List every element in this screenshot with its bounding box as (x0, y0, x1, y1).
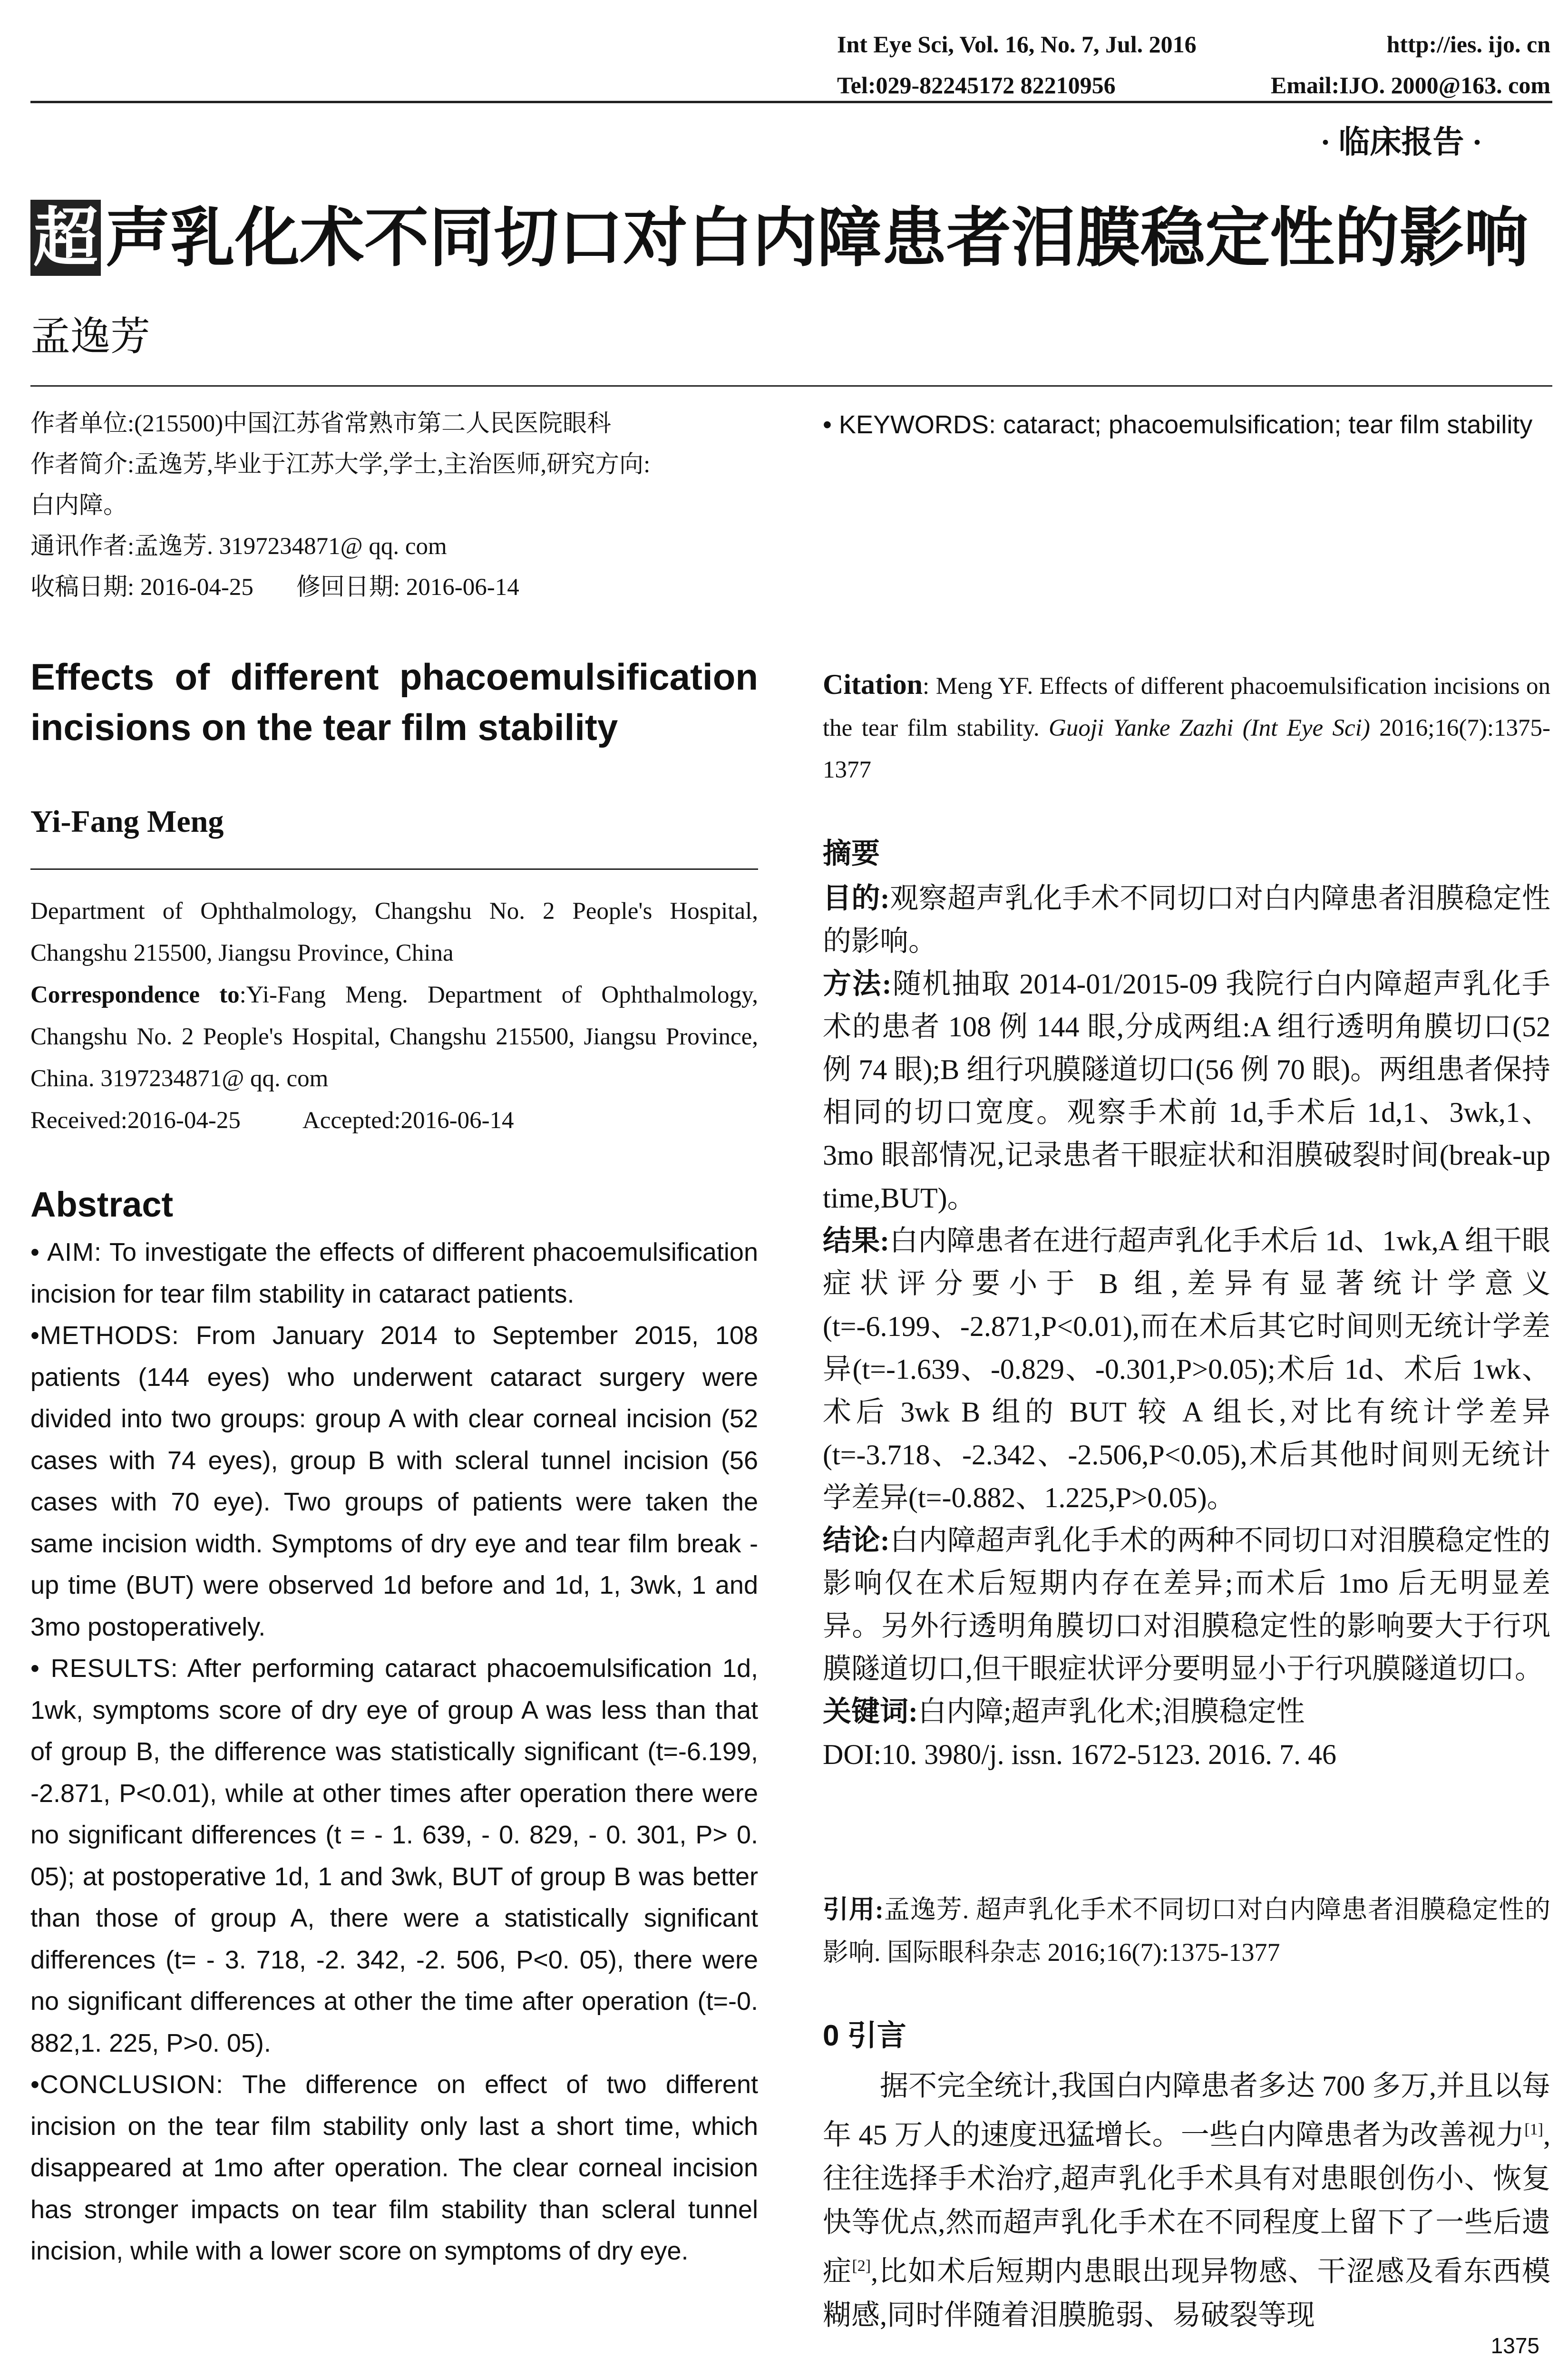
corresponding-author-cn: 通讯作者:孟逸芳. 3197234871@ qq. com (30, 533, 447, 560)
results-text-cn: 白内障患者在进行超声乳化手术后 1d、1wk,A 组干眼症状评分要小于 B 组,差异有显著统计学意义(t=-6.199、-2.871,P<0.01),而在术后其它时间则无统计学差异(t=-1.639、-0.829、-0.301,P>0.05);术后 1d、术后 1wk、术后 3wk B 组的 BUT 较 A 组长,对比有统计学差异(t=-3.718、-2.342、-2.506,P<0.05),术后其他时间则无统计学差异(t=-0.882、1.225,P>0.05)。 (823, 1225, 1550, 1513)
affiliation-cn (30, 403, 758, 608)
correspondence-label: Correspondence to (30, 982, 240, 1008)
aim-label-cn: 目的: (823, 883, 890, 914)
page-title (30, 200, 1529, 276)
page-number: 1375 (1490, 2333, 1539, 2358)
abstract-aim (30, 1232, 758, 1315)
methods-text: From January 2014 to September 2015, 108 patients (144 eyes) who underwent cataract surgery were divided into two groups: group A with clear corneal incision (52 cases with 74 eyes), group B with scleral tunnel incision (56 cases with 70 eye). Two groups of patients were taken the same incision width. Symptoms of dry eye and tear film break - up time (BUT) were observed 1d before and 1d, 1, 3wk, 1 and 3mo postoperatively. (30, 1321, 758, 1641)
methods-text-cn: 随机抽取 2014-01/2015-09 我院行白内障超声乳化手术的患者 108 例 144 眼,分成两组:A 组行透明角膜切口(52 例 74 眼);B 组行巩膜隧道切口(56 例 70 眼)。两组患者保持相同的切口宽度。观察手术前 1d,手术后 1d,1、3wk,1、3mo 眼部情况,记录患者干眼症状和泪膜破裂时间(break-up time,BUT)。 (823, 968, 1550, 1214)
abstract-cn-aim (823, 877, 1550, 963)
citation-text: : Meng YF. Effects of different phacoemulsification incisions on the tear film stability. (823, 673, 1550, 741)
accepted-date-en: Accepted:2016-06-14 (302, 1107, 514, 1134)
revised-date-cn: 修回日期: 2016-06-14 (296, 574, 519, 601)
conclusion-label-cn: 结论: (823, 1525, 890, 1556)
author-unit: 作者单位:(215500)中国江苏省常熟市第二人民医院眼科 (30, 410, 612, 437)
methods-label-cn: 方法: (823, 968, 892, 1000)
reference-1[interactable]: [1] (1524, 2121, 1543, 2138)
author-profile-line2: 白内障。 (30, 492, 128, 519)
journal-tel: Tel:029-82245172 82210956 (837, 72, 1116, 98)
intro-text-1: 据不完全统计,我国白内障患者多达 700 多万,并且以每年 45 万人的速度迅猛增长。一些白内障患者为改善视力 (823, 2070, 1550, 2151)
citation-text-cn: 孟逸芳. 超声乳化手术不同切口对白内障患者泪膜稳定性的影响. 国际眼科杂志 2016;16(7):1375-1377 (823, 1895, 1551, 1967)
citation-label-cn: 引用: (823, 1895, 884, 1924)
abstract-heading: Abstract (30, 1185, 174, 1224)
section-label: · 临床报告 · (1320, 125, 1482, 160)
affiliation-en (30, 890, 758, 1141)
received-date-en: Received:2016-04-25 (30, 1107, 241, 1134)
journal-email[interactable]: Email:IJO. 2000@163. com (1270, 72, 1550, 98)
abstract-conclusion (30, 2064, 758, 2272)
citation-cn (823, 1888, 1550, 1974)
correspondence-text: :Yi-Fang Meng. Department of Ophthalmology, Changshu No. 2 People's Hospital, Changshu 215500, Jiangsu Province, China. 3197234871@ qq. com (30, 982, 758, 1092)
methods-label: •METHODS: (30, 1321, 179, 1350)
journal-citation-line: Int Eye Sci, Vol. 16, No. 7, Jul. 2016 (837, 31, 1197, 58)
correspondence-en (30, 974, 758, 1100)
abstract-cn-methods (823, 963, 1550, 1219)
results-text: After performing cataract phacoemulsification 1d, 1wk, symptoms score of dry eye of group A was less than that of group B, the difference was statistically significant (t=-6.199, -2.871, P<0.01), while at other times after operation there were no significant differences (t = - 1. 639, - 0. 829, - 0. 301, P> 0. 05); at postoperative 1d, 1 and 3wk, BUT of group B was better than those of group A, there were a statistically significant differences (t= - 3. 718, -2. 342, -2. 506, P<0. 05), there were no significant differences at other the time after operation (t=-0. 882,1. 225, P>0. 05). (30, 1654, 759, 2057)
author-profile-line1: 作者简介:孟逸芳,毕业于江苏大学,学士,主治医师,研究方向: (30, 451, 651, 478)
abstract-body (30, 1232, 758, 2272)
intro-text-3: ,比如术后短期内患眼出现异物感、干涩感及看东西模糊感,同时伴随着泪膜脆弱、易破裂等现 (823, 2256, 1551, 2331)
title-first-char: 超 (30, 200, 101, 276)
abstract-continued (823, 404, 1550, 446)
received-date-cn: 收稿日期: 2016-04-25 (30, 574, 253, 601)
intro-heading: 0 引言 (823, 2019, 906, 2052)
citation-journal: Guoji Yanke Zazhi (Int Eye Sci) (1049, 715, 1370, 741)
header-divider (30, 101, 1552, 103)
keywords-text-cn: 白内障;超声乳化术;泪膜稳定性 (917, 1696, 1305, 1727)
english-author-divider (30, 868, 758, 870)
citation-tail: 2016;16(7):1375-1377 (823, 715, 1550, 783)
abstract-cn-keywords (823, 1690, 1550, 1733)
english-author: Yi-Fang Meng (30, 804, 224, 839)
running-head (837, 24, 1550, 106)
intro-text-2: ,往往选择手术治疗,超声乳化手术具有对患眼创伤小、恢复快等优点,然而超声乳化手术在不同程度上留下了一些后遗症 (823, 2119, 1550, 2287)
journal-url[interactable]: http://ies. ijo. cn (1386, 31, 1550, 58)
abstract-cn (823, 832, 1550, 1776)
abstract-cn-conclusion (823, 1519, 1550, 1690)
keywords-label: • KEYWORDS: (823, 410, 996, 439)
keywords-text: cataract; phacoemulsification; tear film stability (995, 410, 1533, 439)
results-label: • RESULTS: (30, 1654, 178, 1683)
abstract-cn-results (823, 1219, 1550, 1519)
department-en: Department of Ophthalmology, Changshu No. 2 People's Hospital, Changshu 215500, Jiangsu Province, China (30, 898, 758, 966)
doi[interactable]: DOI:10. 3980/j. issn. 1672-5123. 2016. 7. 46 (823, 1739, 1336, 1770)
title-rest: 声乳化术不同切口对白内障患者泪膜稳定性的影响 (106, 202, 1529, 274)
conclusion-text-left: The difference on effect of two different incision on the tear film stability only last a short time, which disappeared at 1mo after operation. The clear corneal incision has stronger impacts on tear film stability than scleral tunnel incision, while with a lower score on symptoms of dry eye. (30, 2070, 758, 2265)
abstract-keywords (823, 404, 1550, 446)
aim-label: • AIM: (30, 1238, 102, 1266)
english-title: Effects of different phacoemulsification incisions on the tear film stability (30, 656, 758, 748)
abstract-results (30, 1648, 758, 2064)
author-name-cn: 孟逸芳 (30, 315, 151, 359)
abstract-cn-heading: 摘要 (823, 838, 880, 869)
abstract-methods (30, 1315, 758, 1648)
intro-body (823, 2064, 1550, 2337)
reference-2[interactable]: [2] (852, 2257, 871, 2275)
conclusion-text-cn: 白内障超声乳化手术的两种不同切口对泪膜稳定性的影响仅在术后短期内存在差异;而术后 1mo 后无明显差异。另外行透明角膜切口对泪膜稳定性的影响要大于行巩膜隧道切口,但干眼症状评分要明显小于行巩膜隧道切口。 (823, 1525, 1551, 1685)
author-divider (30, 385, 1552, 387)
citation-en (823, 663, 1550, 791)
conclusion-label: •CONCLUSION: (30, 2070, 224, 2099)
aim-text-cn: 观察超声乳化手术不同切口对白内障患者泪膜稳定性的影响。 (823, 883, 1551, 957)
aim-text: To investigate the effects of different phacoemulsification incision for tear film stability in cataract patients. (30, 1238, 758, 1308)
citation-label: Citation (823, 669, 923, 700)
results-label-cn: 结果: (823, 1225, 890, 1257)
keywords-label-cn: 关键词: (823, 1696, 918, 1727)
